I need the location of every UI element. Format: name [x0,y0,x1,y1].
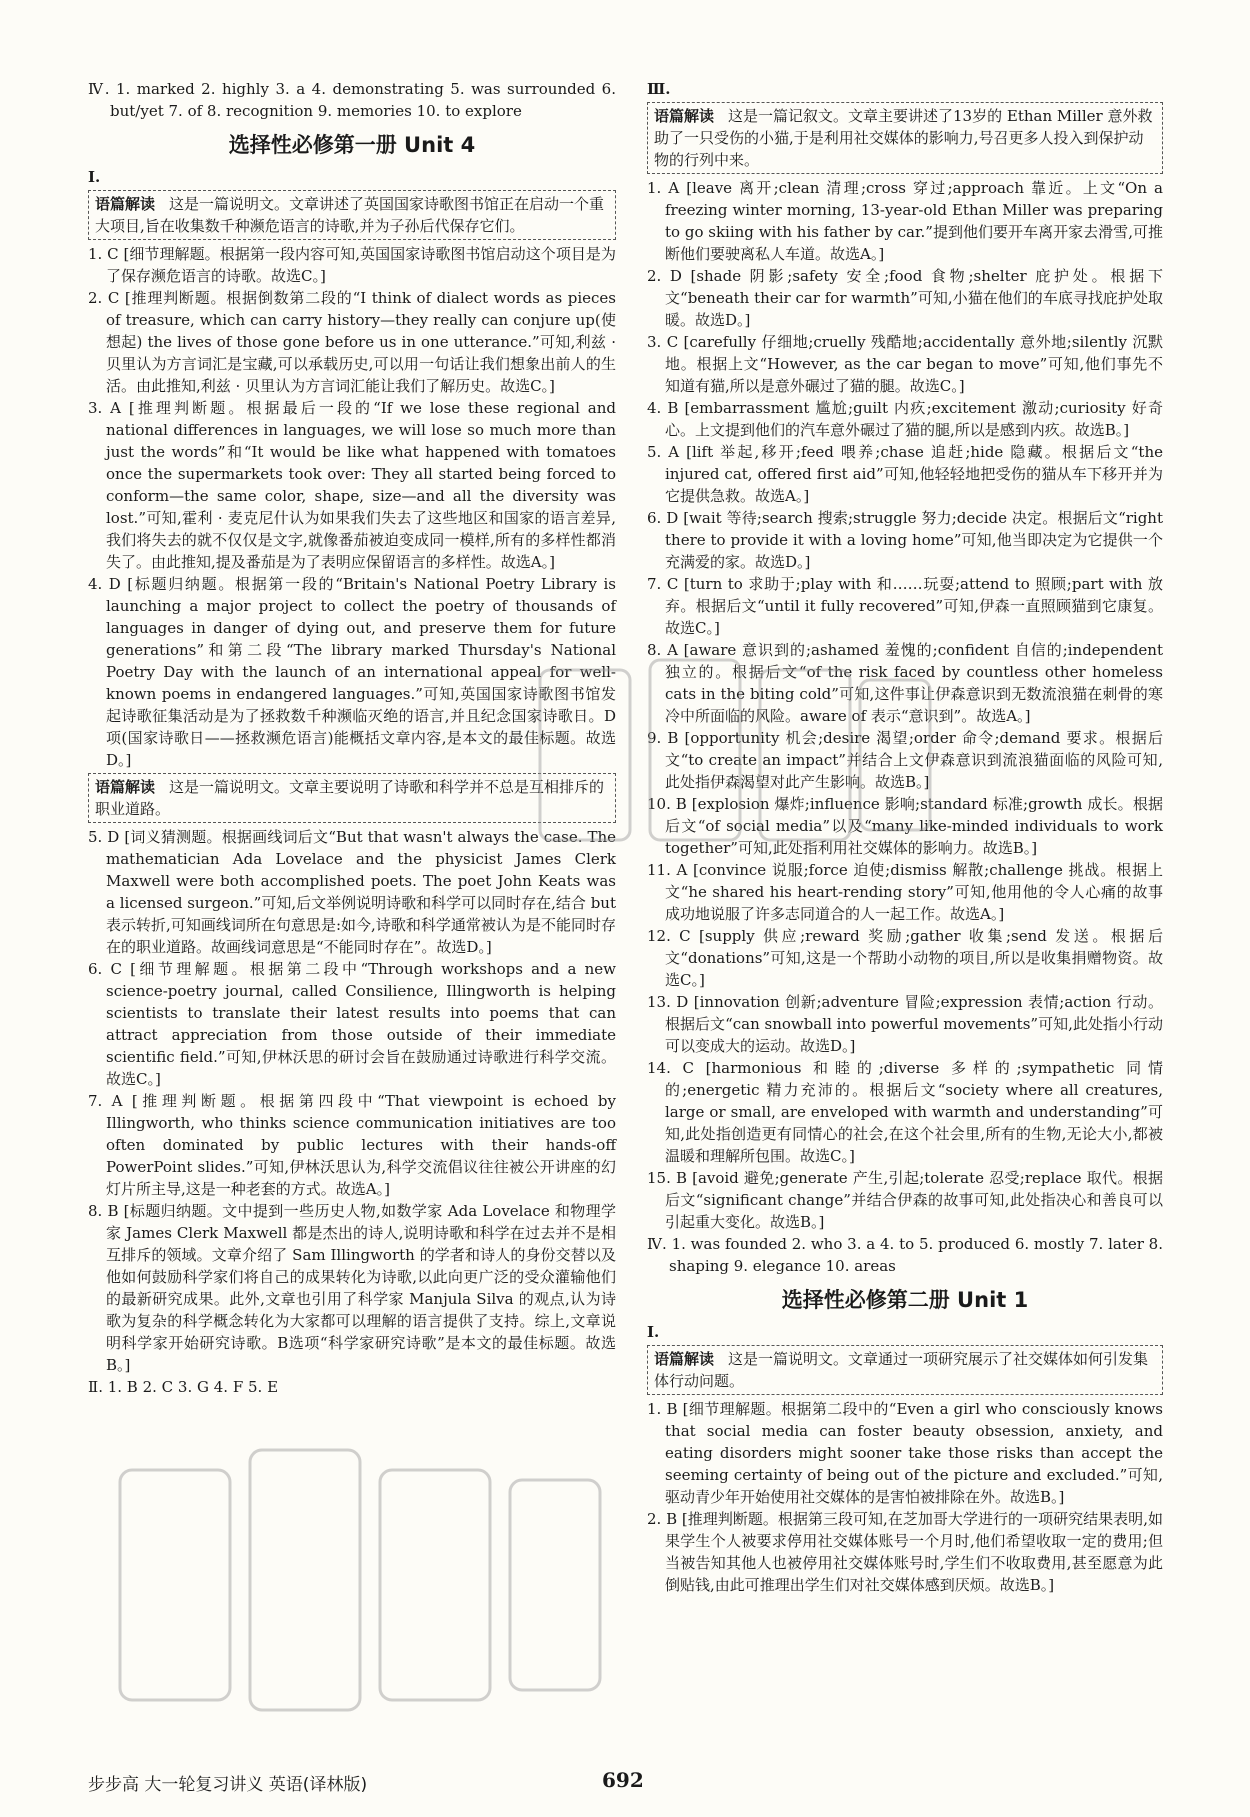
answer-item: 1. A [leave 离开;clean 清理;cross 穿过;approach 靠近。上文“On a freezing winter morning, 13-year-old Ethan Miller was preparing to go skiing with his father by car.”提到他们要开车离开家去滑雪,可推断他们要驶离私人车道。故选A。] [647,179,1163,263]
section-label: Ⅲ. [647,80,671,98]
summary-tag: 语篇解读 [95,195,156,213]
answer-item: 14. C [harmonious 和睦的;diverse 多样的;sympathetic 同情的;energetic 精力充沛的。根据后文“society where all creatures, large or small, are enveloped with warmth and understanding”可知,此处指创造更有同情心的社会,在这个社会里,所有的生物,无论大小,都被温暖和理解所包围。故选C。] [647,1059,1163,1165]
unit-title: 选择性必修第一册 Unit 4 [228,133,476,157]
summary-text: 这是一篇记叙文。文章主要讲述了13岁的 Ethan Miller 意外救助了一只受伤的小猫,于是利用社交媒体的影响力,号召更多人投入到保护动物的行列中来。 [654,107,1153,169]
answer-item: 6. C [细节理解题。根据第二段中“Through workshops and a new science-poetry journal, called Consilience, Illingworth is helping scientists to translate their latest results into poems that can attract appreciation from those outside of their immediate scientific field.”可知,伊林沃思的研讨会旨在鼓励通过诗歌进行科学交流。故选C。] [88,960,616,1088]
answer-item: 2. C [推理判断题。根据倒数第二段的“I think of dialect words as pieces of treasure, which can carry history—they really can conjure up(使想起) the lives of those gone before us in one utterance.”可知,利兹 · 贝里认为方言词汇是宝藏,可以承载历史,可以用一句话让我们想象出前人的生活。由此推知,利兹 · 贝里认为方言词汇能让我们了解历史。故选C。] [88,289,616,395]
answer-item: 12. C [supply 供应;reward 奖励;gather 收集;send 发送。根据后文“donations”可知,这是一个帮助小动物的项目,所以是收集捐赠物资。故选C。] [647,927,1163,989]
answer-item: 13. D [innovation 创新;adventure 冒险;expression 表情;action 行动。根据后文“can snowball into powerful movements”可知,此处指小行动可以变成大的运动。故选D。] [647,993,1163,1055]
summary-text: 这是一篇说明文。文章通过一项研究展示了社交媒体如何引发集体行动问题。 [654,1350,1149,1390]
page-number: 692 [602,1768,644,1792]
watermark-logo [100,1430,620,1740]
unit-title: 选择性必修第二册 Unit 1 [781,1288,1029,1312]
left-column [88,78,616,1398]
answer-item: 7. C [turn to 求助于;play with 和……玩耍;attend to 照顾;part with 放弃。根据后文“until it fully recovered”可知,伊森一直照顾猫到它康复。故选C。] [647,575,1163,637]
section-label: Ⅰ. [88,168,101,186]
answer-item: 7. A [推理判断题。根据第四段中“That viewpoint is echoed by Illingworth, who thinks science communication initiatives are too often dominated by public lectures with their hands-off PowerPoint slides.”可知,伊林沃思认为,科学交流倡议往往被公开讲座的幻灯片所主导,这是一种老套的方式。故选A。] [88,1092,616,1198]
answer-item: 2. D [shade 阴影;safety 安全;food 食物;shelter 庇护处。根据下文“beneath their car for warmth”可知,小猫在他们的车底寻找庇护处取暖。故选D。] [647,267,1163,329]
summary-text: 这是一篇说明文。文章主要说明了诗歌和科学并不总是互相排斥的职业道路。 [95,778,605,818]
answer-item: 3. A [推理判断题。根据最后一段的“If we lose these regional and national differences in languages, we will lose so much more than just the words”和“It would be like what happened with tomatoes once the supermarkets took over: They all started being forced to conform—the same color, shape, size—and all the diversity was lost.”可知,霍利 · 麦克尼什认为如果我们失去了这些地区和国家的语言差异,我们将失去的就不仅仅是文字,就像番茄被迫变成同一模样,所有的多样性都消失了。由此推知,提及番茄是为了表明应保留语言的多样性。故选A。] [88,399,616,571]
summary-tag: 语篇解读 [654,1350,715,1368]
answer-item: 15. B [avoid 避免;generate 产生,引起;tolerate 忍受;replace 取代。根据后文“significant change”并结合伊森的故事可知,此处指决心和善良可以引起重大变化。故选B。] [647,1169,1163,1231]
summary-tag: 语篇解读 [95,778,156,796]
passage-summary-box [88,190,616,240]
passage-summary-box [88,773,616,823]
answer-item: 6. D [wait 等待;search 搜索;struggle 努力;decide 决定。根据后文“right there to provide it with a loving home”可知,他当即决定为它提供一个充满爱的家。故选D。] [647,509,1163,571]
answer-item: 5. A [lift 举起,移开;feed 喂养;chase 追赶;hide 隐藏。根据后文“the injured cat, offered first aid”可知,他轻轻地把受伤的猫从车下移开并为它提供急救。故选A。] [647,443,1163,505]
section-iv-answers: Ⅳ. 1. was founded 2. who 3. a 4. to 5. produced 6. mostly 7. later 8. shaping 9. elegance 10. areas [647,1235,1163,1275]
answer-item: 4. D [标题归纳题。根据第一段的“Britain's National Poetry Library is launching a major project to collect the poetry of thousands of languages in danger of dying out, and preserve them for future generations”和第二段“The library marked Thursday's National Poetry Day with the launch of an international appeal for well-known poems in endangered languages.”可知,英国国家诗歌图书馆发起诗歌征集活动是为了拯救数千种濒临灭绝的语言,并且纪念国家诗歌日。D项(国家诗歌日——拯救濒危语言)能概括文章内容,是本文的最佳标题。故选D。] [88,575,616,769]
answer-item: 8. B [标题归纳题。文中提到一些历史人物,如数学家 Ada Lovelace 和物理学家 James Clerk Maxwell 都是杰出的诗人,说明诗歌和科学在过去并不是相互排斥的领域。文章介绍了 Sam Illingworth 的学者和诗人的身份交替以及他如何鼓励科学家们将自己的成果转化为诗歌,以此向更广泛的受众灌输他们的最新研究成果。此外,文章也引用了科学家 Manjula Silva 的观点,认为诗歌为复杂的科学概念转化为大家都可以理解的语言提供了支持。综上,文章说明科学家开始研究诗歌。B选项“科学家研究诗歌”是本文的最佳标题。故选B。] [88,1202,616,1374]
passage-summary-box [647,102,1163,174]
answer-item: 1. C [细节理解题。根据第一段内容可知,英国国家诗歌图书馆启动这个项目是为了保存濒危语言的诗歌。故选C。] [88,245,616,285]
section-ii-answers: Ⅱ. 1. B 2. C 3. G 4. F 5. E [88,1378,279,1396]
section-iv-answers: Ⅳ. 1. marked 2. highly 3. a 4. demonstrating 5. was surrounded 6. but/yet 7. of 8. recognition 9. memories 10. to explore [88,80,616,120]
summary-tag: 语篇解读 [654,107,715,125]
book-title: 步步高 大一轮复习讲义 英语(译林版) [88,1775,368,1795]
answer-item: 10. B [explosion 爆炸;influence 影响;standard 标准;growth 成长。根据后文“of social media”以及“many like-minded individuals to work together”可知,此处指利用社交媒体的影响力。故选B。] [647,795,1163,857]
section-label: Ⅰ. [647,1323,660,1341]
answer-item: 4. B [embarrassment 尴尬;guilt 内疚;excitement 激动;curiosity 好奇心。上文提到他们的汽车意外碾过了猫的腿,所以是感到内疚。故选B。] [647,399,1163,439]
answer-item: 11. A [convince 说服;force 迫使;dismiss 解散;challenge 挑战。根据上文“he shared his heart-rending story”可知,他用他的令人心痛的故事成功地说服了许多志同道合的人一起工作。故选A。] [647,861,1163,923]
answer-item: 5. D [词义猜测题。根据画线词后文“But that wasn't always the case. The mathematician Ada Lovelace and the physicist James Clerk Maxwell were both accomplished poets. The poet John Keats was a licensed surgeon.”可知,后文举例说明诗歌和科学可以同时存在,结合 but 表示转折,可知画线词所在句意思是:如今,诗歌和科学通常被认为是不能同时存在的职业道路。故画线词意思是“不能同时存在”。故选D。] [88,828,616,956]
answer-item: 8. A [aware 意识到的;ashamed 羞愧的;confident 自信的;independent 独立的。根据后文“of the risk faced by countless other homeless cats in the biting cold”可知,这件事让伊森意识到无数流浪猫在刺骨的寒冷中所面临的风险。aware of 表示“意识到”。故选A。] [647,641,1163,725]
answer-item: 1. B [细节理解题。根据第二段中的“Even a girl who consciously knows that social media can foster beauty obsession, anxiety, and eating disorders might sooner take those risks than accept the seeming certainty of being out of the picture and excluded.”可知,驱动青少年开始使用社交媒体的是害怕被排除在外。故选B。] [647,1400,1163,1506]
right-column [647,78,1163,1596]
answer-item: 9. B [opportunity 机会;desire 渴望;order 命令;demand 要求。根据后文“to create an impact”并结合上文伊森意识到流浪猫面临的风险可知,此处指伊森渴望对此产生影响。故选B。] [647,729,1163,791]
summary-text: 这是一篇说明文。文章讲述了英国国家诗歌图书馆正在启动一个重大项目,旨在收集数千种濒危语言的诗歌,并为子孙后代保存它们。 [95,195,605,235]
answer-item: 3. C [carefully 仔细地;cruelly 残酷地;accidentally 意外地;silently 沉默地。根据上文“However, as the car began to move”可知,他们事先不知道有猫,所以是意外碾过了猫的腿。故选C。] [647,333,1163,395]
passage-summary-box [647,1345,1163,1395]
answer-item: 2. B [推理判断题。根据第三段可知,在芝加哥大学进行的一项研究结果表明,如果学生个人被要求停用社交媒体账号一个月时,他们希望收取一定的费用;但当被告知其他人也被停用社交媒体账号时,学生们不收取费用,甚至愿意为此倒贴钱,由此可推理出学生们对社交媒体感到厌烦。故选B。] [647,1510,1163,1594]
